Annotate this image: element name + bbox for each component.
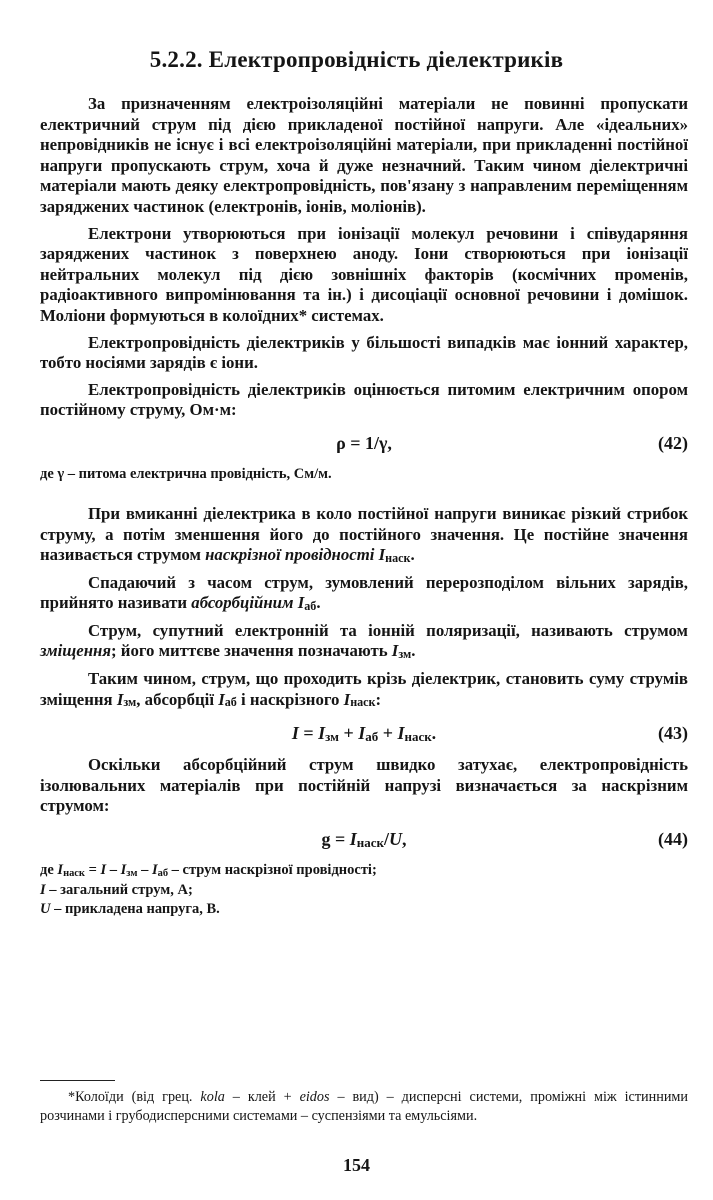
term-displacement: зміщення xyxy=(40,641,111,661)
subscript-zm: зм xyxy=(398,647,412,662)
gamma-note: де γ – питома електрична провідність, См/м. xyxy=(40,465,332,482)
symbol-I: I xyxy=(378,545,386,565)
symbol-I: I xyxy=(349,829,357,850)
formula-42 xyxy=(40,427,688,461)
paragraph-7: Струм, супутний електронній та іонній поляризації, називають струмом зміщення; його миттєве значення позначають $I_{зм}$. xyxy=(40,620,688,662)
p5-text: При вмиканні діелектрика в коло постійної напруги виникає різкий стрибок струму, а потім зменшення його до постійного значення. Це постійне значення називається струмом xyxy=(40,503,688,565)
symbol-I: I xyxy=(291,723,299,744)
symbol-I: I xyxy=(116,689,124,709)
symbol-I: I xyxy=(218,689,225,709)
formula-43-expression: $I = I_{зм} + I_{аб} + I_{наск}$. xyxy=(291,723,437,745)
section-heading: 5.2.2. Електропровідність діелектриків xyxy=(149,47,564,72)
symbol-I: I xyxy=(343,689,351,709)
gamma-definition xyxy=(40,465,688,484)
footnote-term-kola: kola xyxy=(200,1089,225,1105)
symbol-U: U xyxy=(388,829,402,850)
p7-text: Струм, супутний електронній та іонній поляризації, називають струмом xyxy=(88,620,688,640)
definition-I-nask: де $I_{наск} = I - I_{зм} - I_{аб}$ – струм наскрізної провідності; xyxy=(40,862,377,879)
term-through-conductivity: наскрізної провідності xyxy=(205,545,375,565)
footnote-rest: – вид) – дисперсні системи, проміжні між істинними розчинами і грубодисперсними системами – суспензіями та емульсіями. xyxy=(40,1089,688,1124)
definition-I xyxy=(40,881,688,900)
formula-44 xyxy=(40,823,688,857)
symbol-I: I xyxy=(391,641,399,661)
where-suffix: – струм наскрізної провідності; xyxy=(168,862,377,879)
paragraph-9: Оскільки абсорбційний струм швидко затухає, електропровідність ізолювальних матеріалів при постійній напрузі визначається за наскрізним струмом: xyxy=(40,755,688,816)
page-number: 154 xyxy=(343,1155,370,1175)
paragraph-4: Електропровідність діелектриків оцінюється питомим електричним опором постійному струму, Ом·м: xyxy=(40,379,688,420)
formula-43 xyxy=(40,717,688,751)
subscript-zm: зм xyxy=(123,695,137,710)
subscript-nask: наск xyxy=(404,729,432,745)
formula-44-expression: $g = I_{наск}/U$, xyxy=(321,829,407,850)
definition-U xyxy=(40,900,688,919)
symbol-I: I xyxy=(100,862,107,879)
p8-text-c: і наскрізного xyxy=(236,689,344,709)
U-note: – прикладена напруга, В. xyxy=(50,901,220,918)
p8-text: Таким чином, струм, що проходить крізь діелектрик, становить суму струмів зміщення xyxy=(40,669,688,709)
body-text xyxy=(40,94,688,939)
symbol-U: U xyxy=(40,901,51,918)
subscript-ab: аб xyxy=(224,695,237,710)
paragraph-2: Електрони утворюються при іонізації молекул речовини і співударяння заряджених частинок з поверхнею аноду. Іони створюються при іонізації нейтральних молекул під дією зовнішніх факторів (космічних променів, радіоактивного випромінювання та ін.) і дисоціації основної речовини і домішок. Моліони формуються в колоїдних* системах. xyxy=(40,223,688,325)
subscript-nask: наск xyxy=(385,550,411,565)
p7-text-b: ; його миттєве значення позначають xyxy=(111,641,392,661)
subscript-ab: аб xyxy=(157,867,169,879)
symbol-I: I xyxy=(397,723,405,744)
term-absorption: абсорбційним xyxy=(191,593,294,613)
formula-42-expression: ρ = 1/γ, xyxy=(336,432,392,453)
subscript-zm: зм xyxy=(325,729,339,745)
subscript-ab: аб xyxy=(304,599,317,614)
footnote-prefix: *Колоїди (від грец. xyxy=(68,1089,201,1105)
symbol-I: I xyxy=(297,593,305,613)
paragraph-1: За призначенням електроізоляційні матеріали не повинні пропускати електричний струм під дією прикладеної постійної напруги. Але «ідеальних» непровідників не існує і всі електроізоляційні матеріали, при прикладенні постійної напруги пропускають струм, хоча й дуже незначний. Таким чином діелектричні матеріали мають деяку електропровідність, пов'язану з направленим переміщенням заряджених частинок (електронів, іонів, моліонів). xyxy=(40,94,688,216)
paragraph-3: Електропровідність діелектриків у більшості випадків має іонний характер, тобто носіями зарядів є іони. xyxy=(40,332,688,373)
subscript-zm: зм xyxy=(126,867,138,879)
subscript-nask: наск xyxy=(350,695,376,710)
symbol-I: I xyxy=(120,862,127,879)
symbol-I: I xyxy=(40,882,46,899)
symbol-I: I xyxy=(358,723,366,744)
formula-44-definitions xyxy=(40,861,688,919)
p6-text: Спадаючий з часом струм, зумовлений перерозподілом вільних зарядів, прийнято називати xyxy=(40,572,688,613)
p8-text-b: , абсорбції xyxy=(136,689,219,709)
formula-43-number: (43) xyxy=(658,723,688,744)
subscript-ab: аб xyxy=(365,729,379,745)
paragraph-8: Таким чином, струм, що проходить крізь діелектрик, становить суму струмів зміщення $I_{зм}$, абсорбції $I_{аб}$ і наскрізного $I_{наск}$: xyxy=(40,669,688,710)
formula-42-number: (42) xyxy=(658,432,688,453)
footnote xyxy=(40,1088,688,1126)
formula-44-number: (44) xyxy=(658,829,688,850)
subscript-nask: наск xyxy=(356,834,384,850)
paragraph-6: Спадаючий з часом струм, зумовлений перерозподілом вільних зарядів, прийнято називати абсорбційним $I_{аб}$. xyxy=(40,572,688,614)
footnote-term-eidos: eidos xyxy=(299,1089,330,1105)
footnote-divider xyxy=(40,1080,115,1081)
footnote-mid: – клей + xyxy=(224,1089,300,1105)
where-prefix: де xyxy=(40,862,58,879)
symbol-I: I xyxy=(151,862,158,879)
paragraph-5: При вмиканні діелектрика в коло постійної напруги виникає різкий стрибок струму, а потім зменшення його до постійного значення. Це постійне значення називається струмом наскрізної провідності $I_{наск}$. xyxy=(40,503,688,565)
I-note: – загальний струм, А; xyxy=(45,882,193,899)
symbol-I: I xyxy=(318,723,326,744)
symbol-I: I xyxy=(57,862,64,879)
subscript-nask: наск xyxy=(63,867,85,879)
